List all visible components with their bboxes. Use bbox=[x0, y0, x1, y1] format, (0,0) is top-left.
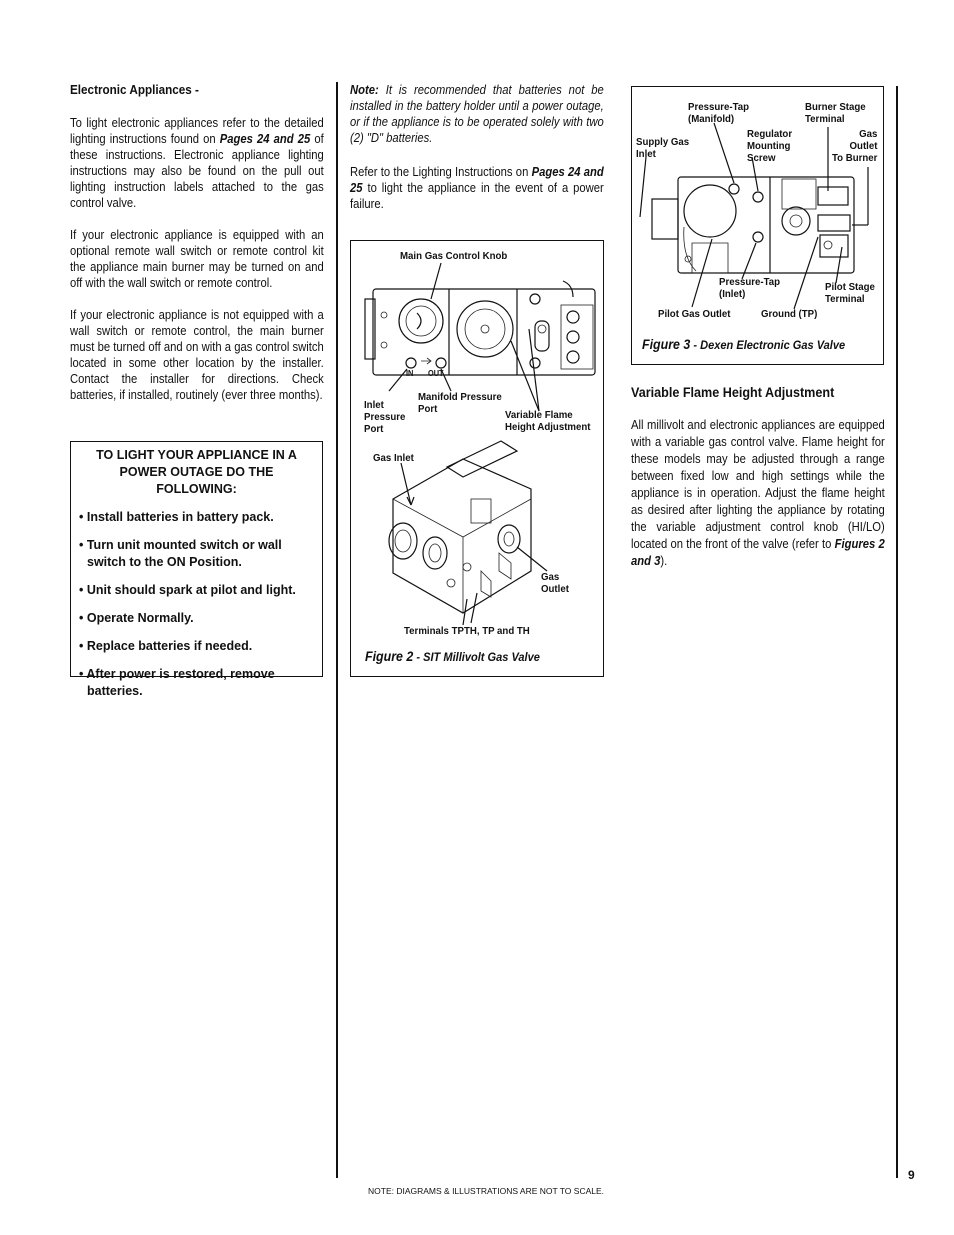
label-pilot-gas-outlet: Pilot Gas Outlet bbox=[658, 308, 731, 320]
figure-3-caption: Figure 3 - Dexen Electronic Gas Valve bbox=[642, 337, 846, 352]
label-pressure-tap-inlet: Pressure-Tap (Inlet) bbox=[719, 276, 781, 300]
label-manifold-pressure-port: Manifold Pressure Port bbox=[418, 391, 502, 415]
paragraph-electronic-3: If your electronic appliance is not equipped with a wall switch or remote control, the main burner must be turned off and on with a gas control switch located in some other location by the installer. Contact the installer for directions. Check batteries, if installed, routinely (ever three months). bbox=[70, 308, 324, 402]
list-item: • Install batteries in battery pack. bbox=[79, 510, 274, 524]
label-out: OUT bbox=[428, 369, 444, 378]
list-item: • Unit should spark at pilot and light. bbox=[79, 583, 296, 597]
middle-column bbox=[350, 82, 604, 212]
power-outage-title: TO LIGHT YOUR APPLIANCE IN A POWER OUTAGE DO THE FOLLOWING: bbox=[96, 448, 297, 496]
list-item: • Operate Normally. bbox=[79, 611, 194, 625]
list-item: • After power is restored, remove batteries. bbox=[79, 667, 275, 698]
label-terminals: Terminals TPTH, TP and TH bbox=[404, 625, 530, 637]
right-column bbox=[631, 384, 885, 570]
paragraph-electronic-2: If your electronic appliance is equipped with an optional remote wall switch or remote control kit the appliance main burner may be turned on and off with the wall switch or remote control. bbox=[70, 228, 324, 290]
power-outage-list bbox=[79, 509, 314, 700]
battery-note: Note: It is recommended that batteries not be installed in the battery holder until a power outage, or if the appliance is to be operated solely with two (2) "D" batteries. bbox=[350, 83, 604, 145]
list-item: • Replace batteries if needed. bbox=[79, 639, 253, 653]
label-gas-outlet: Gas Outlet bbox=[541, 571, 569, 595]
label-inlet-pressure-port: Inlet Pressure Port bbox=[364, 399, 406, 435]
paragraph-electronic-1: To light electronic appliances refer to the detailed lighting instructions found on Pages 24 and 25 of these instructions. Electronic appliance lighting instructions may also be found on the pull out lighting instruction labels attached to the gas control valve. bbox=[70, 116, 324, 210]
paragraph-variable-flame: All millivolt and electronic appliances are equipped with a variable gas control valve. Flame height for these models may be adjusted through a range between fixed low and high settings while the appliance is in operation. Adjust the flame height as desired after lighting the appliance by rotating the variable adjustment control knob (HI/LO) located on the front of the valve (refer to Figures 2 and 3). bbox=[631, 418, 885, 568]
label-variable-flame: Variable Flame Height Adjustment bbox=[505, 409, 591, 433]
power-outage-box bbox=[70, 441, 323, 698]
section-heading-electronic: Electronic Appliances - bbox=[70, 82, 199, 97]
label-pilot-stage-terminal: Pilot Stage Terminal bbox=[825, 281, 875, 305]
label-gas-inlet: Gas Inlet bbox=[373, 452, 414, 464]
label-supply-gas-inlet: Supply Gas Inlet bbox=[636, 136, 690, 160]
label-regulator-screw: Regulator Mounting Screw bbox=[747, 128, 793, 164]
figure-2-box bbox=[350, 240, 604, 677]
label-gas-outlet-to-burner: Gas Outlet To Burner bbox=[832, 128, 878, 164]
column-divider-left bbox=[336, 82, 338, 1178]
list-item: • Turn unit mounted switch or wall switch to the ON Position. bbox=[79, 538, 282, 569]
section-heading-variable-flame: Variable Flame Height Adjustment bbox=[631, 384, 835, 400]
label-in: IN bbox=[406, 369, 414, 378]
refer-paragraph: Refer to the Lighting Instructions on Pages 24 and 25 to light the appliance in the event of a power failure. bbox=[350, 165, 604, 211]
figure-2-caption: Figure 2 - SIT Millivolt Gas Valve bbox=[365, 649, 540, 664]
label-burner-stage-terminal: Burner Stage Terminal bbox=[805, 101, 866, 125]
page-number: 9 bbox=[908, 1168, 915, 1182]
footer-note: NOTE: DIAGRAMS & ILLUSTRATIONS ARE NOT TO SCALE. bbox=[368, 1186, 605, 1196]
left-column bbox=[70, 82, 324, 403]
label-ground-tp: Ground (TP) bbox=[761, 308, 818, 320]
column-divider-right bbox=[896, 86, 898, 1178]
label-main-gas-control-knob: Main Gas Control Knob bbox=[400, 250, 508, 262]
label-pressure-tap-manifold: Pressure-Tap (Manifold) bbox=[688, 101, 750, 125]
figure-3-box bbox=[631, 86, 884, 365]
